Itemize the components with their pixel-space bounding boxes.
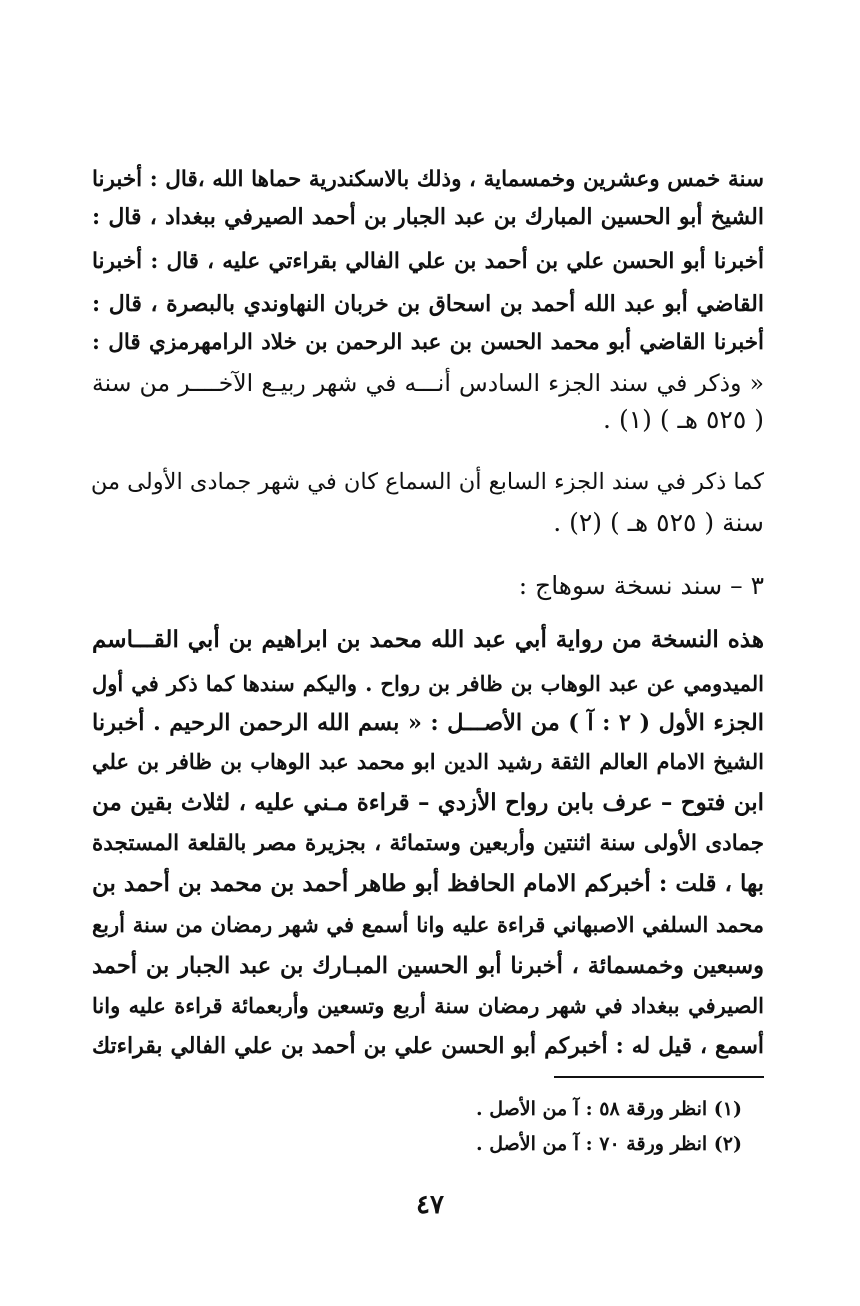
paragraph-line: أخبرنا القاضي أبو محمد الحسن بن عبد الرحمن بن خلاد الرامهرمزي قال : (92, 330, 764, 355)
paragraph-line: أخبرنا أبو الحسن علي بن أحمد بن علي الفالي بقراءتي عليه ، قال : أخبرنا (92, 249, 764, 274)
paragraph-line: سنة خمس وعشرين وخمسماية ، وذلك بالاسكندرية حماها الله ،قال : أخبرنا (92, 167, 764, 192)
paragraph-line: الصيرفي ببغداد في شهر رمضان سنة أربع وتسعين وأربعمائة قراءة عليه وانا (92, 993, 764, 1018)
paragraph-line: ( ٥٢٥ هـ ) (١) . (603, 405, 764, 434)
footnote-divider (554, 1076, 764, 1078)
paragraph-line: وسبعين وخمسمائة ، أخبرنا أبو الحسين المبـارك بن عبد الجبار بن أحمد (92, 953, 764, 979)
paragraph-line: الشيخ أبو الحسين المبارك بن عبد الجبار بن أحمد الصيرفي ببغداد ، قال : (92, 204, 764, 230)
paragraph-line: أسمع ، قيل له : أخبركم أبو الحسن علي بن أحمد بن علي الفالي بقراءتك (92, 1033, 764, 1059)
paragraph-line: الميدومي عن عبد الوهاب بن ظافر بن رواح . واليكم سندها كما ذكر في أول (92, 671, 764, 696)
paragraph-line: « وذكر في سند الجزء السادس أنـــه في شهر ربيـع الآخــــر من سنة (92, 369, 764, 397)
paragraph-line: ابن فتوح – عرف بابن رواح الأزدي – قراءة مـني عليه ، لثلاث بقين من (92, 789, 764, 816)
paragraph-line: جمادى الأولى سنة اثنتين وأربعين وستمائة ، بجزيرة مصر بالقلعة المستجدة (92, 831, 764, 856)
paragraph-line: الشيخ الامام العالم الثقة رشيد الدين ابو محمد عبد الوهاب بن ظافر بن علي (92, 749, 764, 774)
footnote: (١) انظر ورقة ٥٨ : آ من الأصل . (476, 1098, 742, 1120)
paragraph-line: كما ذكر في سند الجزء السابع أن السماع كان في شهر جمادى الأولى من (90, 469, 764, 495)
paragraph-line: محمد السلفي الاصبهاني قراءة عليه وانا أسمع في شهر رمضان من سنة أربع (92, 912, 764, 937)
paragraph-line: بها ، قلت : أخبركم الامام الحافظ أبو طاهر أحمد بن محمد بن أحمد بن (92, 870, 764, 897)
footnote: (٢) انظر ورقة ٧٠ : آ من الأصل . (476, 1133, 742, 1155)
paragraph-line: الجزء الأول ( ٢ : آ ) من الأصـــل : « بسم الله الرحمن الرحيم . أخبرنا (92, 710, 764, 736)
page-number: ٤٧ (416, 1190, 444, 1220)
section-heading: ٣ – سند نسخة سوهاج : (518, 571, 764, 600)
paragraph-line: القاضي أبو عبد الله أحمد بن اسحاق بن خربان النهاوندي بالبصرة ، قال : (92, 291, 764, 317)
paragraph-line: هذه النسخة من رواية أبي عبد الله محمد بن ابراهيم بن أبي القـــاسم (92, 626, 764, 653)
paragraph-line: سنة ( ٥٢٥ هـ ) (٢) . (553, 508, 764, 537)
